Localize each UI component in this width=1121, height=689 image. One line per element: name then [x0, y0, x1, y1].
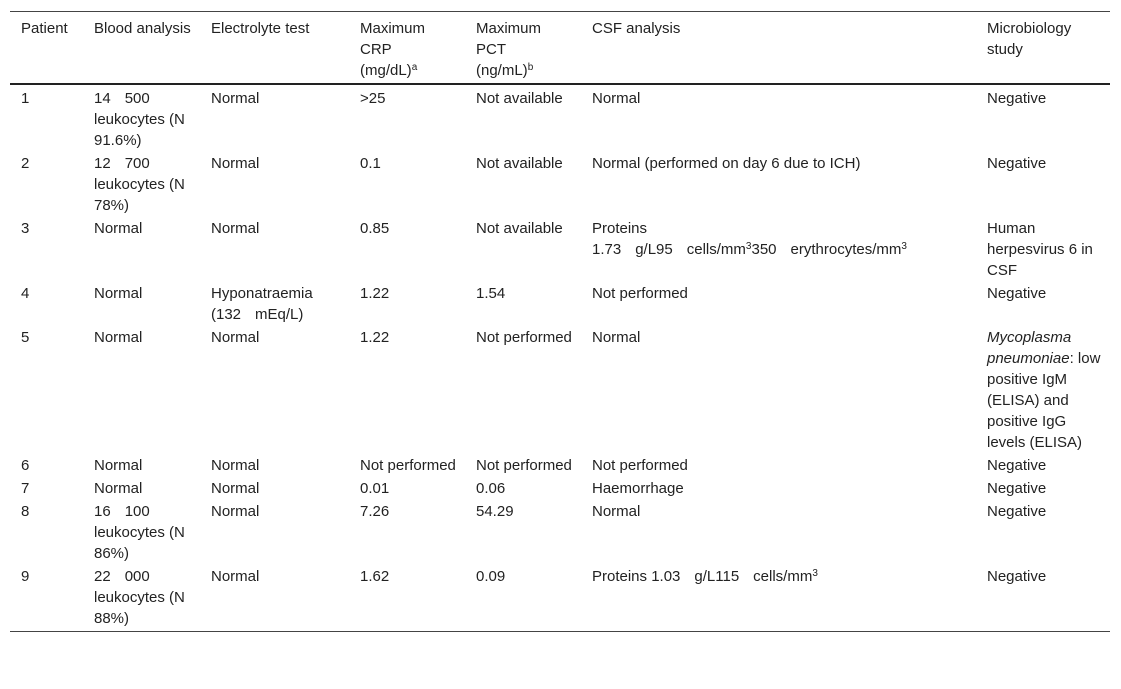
cell-csf: Normal (performed on day 6 due to ICH) [592, 155, 861, 172]
cell-crp: >25 [360, 90, 386, 107]
cell-blood-analysis: 12 700 leukocytes (N 78%) [94, 155, 185, 214]
cell-microbiology: Negative [987, 155, 1047, 172]
table-row [10, 565, 1110, 632]
header-blood-analysis: Blood analysis [94, 20, 191, 37]
cell-electrolyte: Normal [211, 457, 260, 474]
cell-pct: 0.09 [476, 568, 506, 585]
cell-blood-analysis: 16 100 leukocytes (N 86%) [94, 503, 185, 562]
header-max-pct-label: Maximum PCT [476, 20, 542, 58]
cell-electrolyte: Normal [211, 220, 260, 237]
cell-microbiology: Negative [987, 480, 1047, 497]
table-body [10, 84, 1110, 632]
cell-crp: 1.22 [360, 329, 390, 346]
cell-pct: 54.29 [476, 503, 514, 520]
table-row [10, 500, 1110, 565]
cell-pct: Not available [476, 220, 563, 237]
cell-patient: 9 [21, 568, 30, 585]
table-row [10, 282, 1110, 326]
cell-blood-analysis: Normal [94, 285, 143, 302]
table-row [10, 84, 1110, 152]
cell-csf: Normal [592, 90, 641, 107]
header-microbiology-study: Microbiology study [987, 20, 1072, 58]
cell-patient: 8 [21, 503, 30, 520]
cell-crp: Not performed [360, 457, 456, 474]
table-header [10, 12, 1110, 85]
cell-microbiology: Mycoplasma pneumoniae: low positive IgM (ELISA) and positive IgG levels (ELISA) [987, 329, 1101, 451]
cell-blood-analysis: Normal [94, 480, 143, 497]
cell-csf: Proteins 1.73 g/L95 cells/$mm^3350$ erythrocytes/$mm^3$ [592, 220, 907, 258]
cell-blood-analysis: Normal [94, 220, 143, 237]
cell-crp: 1.22 [360, 285, 390, 302]
header-max-crp-label: Maximum CRP [360, 20, 426, 58]
header-csf-analysis: CSF analysis [592, 20, 681, 37]
cell-microbiology: Negative [987, 568, 1047, 585]
cell-patient: 7 [21, 480, 30, 497]
cell-csf: Normal [592, 329, 641, 346]
cell-electrolyte: Hyponatraemia (132 mEq/L) [211, 285, 313, 323]
header-max-crp-unit: $(mg/dL)^a$ [360, 62, 418, 79]
cell-patient: 3 [21, 220, 30, 237]
cell-patient: 4 [21, 285, 30, 302]
cell-crp: 0.85 [360, 220, 390, 237]
header-max-pct [465, 12, 581, 85]
cell-microbiology: Negative [987, 503, 1047, 520]
footnote-b: b [527, 62, 534, 73]
header-max-pct-unit: $(ng/mL)^b$ [476, 62, 534, 79]
cell-csf: Haemorrhage [592, 480, 684, 497]
table-row [10, 326, 1110, 454]
cell-crp: 0.01 [360, 480, 390, 497]
cell-patient: 1 [21, 90, 30, 107]
table-container [10, 11, 1110, 632]
cell-crp: 0.1 [360, 155, 381, 172]
cell-csf: Normal [592, 503, 641, 520]
cell-pct: Not available [476, 90, 563, 107]
cell-microbiology: Negative [987, 90, 1047, 107]
cell-csf: Not performed [592, 457, 688, 474]
cell-crp: 1.62 [360, 568, 390, 585]
cell-electrolyte: Normal [211, 568, 260, 585]
cell-pct: Not available [476, 155, 563, 172]
table-row [10, 217, 1110, 282]
cell-csf: Proteins 1.03 g/L115 cells/$mm^3$ [592, 568, 818, 585]
cell-pct: Not performed [476, 329, 572, 346]
cell-pct: 0.06 [476, 480, 506, 497]
table-row [10, 152, 1110, 217]
cell-crp: 7.26 [360, 503, 390, 520]
cell-electrolyte: Normal [211, 155, 260, 172]
cell-blood-analysis: 22 000 leukocytes (N 88%) [94, 568, 185, 627]
cell-microbiology: Negative [987, 457, 1047, 474]
cell-pct: 1.54 [476, 285, 506, 302]
table-row [10, 454, 1110, 477]
cell-blood-analysis: Normal [94, 457, 143, 474]
footnote-a: a [411, 62, 418, 73]
cell-blood-analysis: 14 500 leukocytes (N 91.6%) [94, 90, 185, 149]
cell-csf: Not performed [592, 285, 688, 302]
organism-name: Mycoplasma pneumoniae [987, 329, 1072, 367]
cell-blood-analysis: Normal [94, 329, 143, 346]
cell-microbiology: Human herpesvirus 6 in CSF [987, 220, 1093, 279]
header-patient: Patient [21, 20, 68, 37]
header-electrolyte-test: Electrolyte test [211, 20, 310, 37]
lab-results-table [10, 11, 1110, 632]
cell-patient: 6 [21, 457, 30, 474]
cell-pct: Not performed [476, 457, 572, 474]
cell-electrolyte: Normal [211, 480, 260, 497]
cell-electrolyte: Normal [211, 90, 260, 107]
cell-electrolyte: Normal [211, 329, 260, 346]
cell-microbiology: Negative [987, 285, 1047, 302]
cell-patient: 5 [21, 329, 30, 346]
header-row [10, 12, 1110, 85]
cell-patient: 2 [21, 155, 30, 172]
cell-electrolyte: Normal [211, 503, 260, 520]
header-max-crp [349, 12, 465, 85]
table-row [10, 477, 1110, 500]
